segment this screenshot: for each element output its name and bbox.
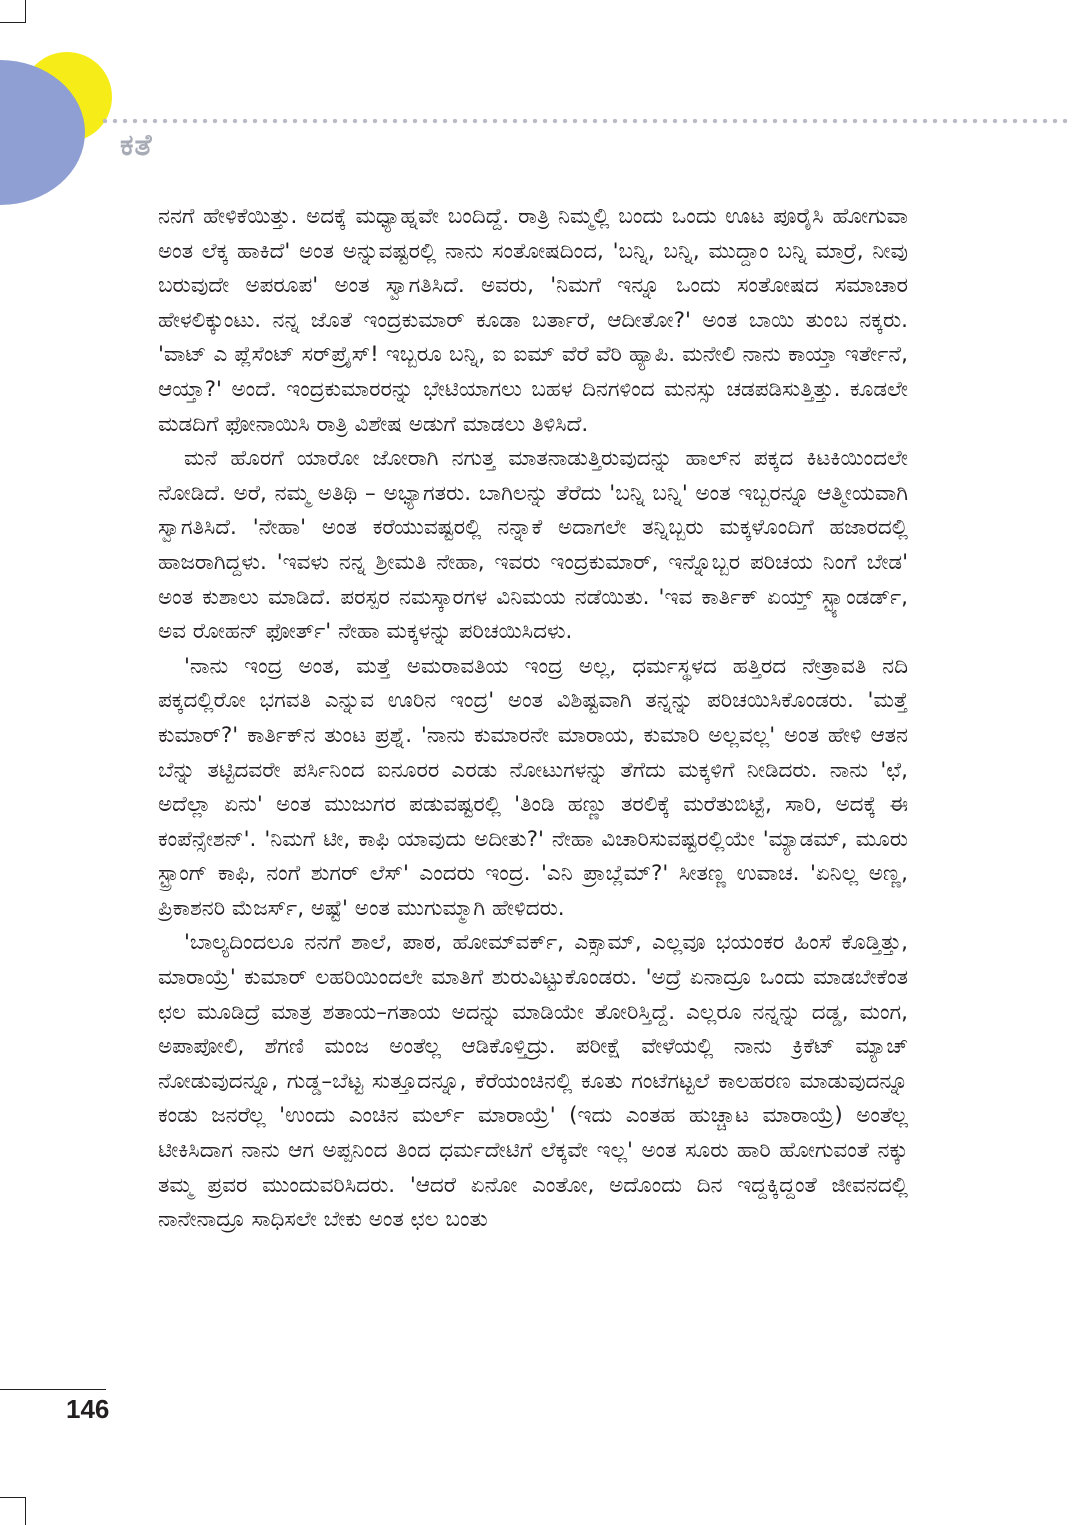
crop-mark-top-left-vertical: [25, 0, 26, 22]
page-number: 146: [66, 1394, 110, 1424]
story-text: [158, 200, 908, 1238]
crop-mark-top-left-horizontal: [0, 22, 26, 23]
paragraph-4: 'ಬಾಲ್ಯದಿಂದಲೂ ನನಗೆ ಶಾಲೆ, ಪಾಠ, ಹೋಮ್‌ವರ್ಕ್, ಎಕ್ಸಾಮ್, ಎಲ್ಲವೂ ಭಯಂಕರ ಹಿಂಸೆ ಕೊಡ್ತಿತ್ತು, ಮಾರಾಯ್ರೆ' ಕುಮಾರ್ ಲಹರಿಯಿಂದಲೇ ಮಾತಿಗೆ ಶುರುವಿಟ್ಟುಕೊಂಡರು. 'ಅದ್ರೆ ಏನಾದ್ರೂ ಒಂದು ಮಾಡಬೇಕೆಂತ ಛಲ ಮೂಡಿದ್ರೆ ಮಾತ್ರ ಶತಾಯ–ಗತಾಯ ಅದನ್ನು ಮಾಡಿಯೇ ತೋರಿಸ್ತಿದ್ದೆ. ಎಲ್ಲರೂ ನನ್ನನ್ನು ದಡ್ಡ, ಮಂಗ, ಅಪಾಪೋಲಿ, ಶೆಗಣಿ ಮಂಜ ಅಂತೆಲ್ಲ ಆಡಿಕೊಳ್ತಿದ್ರು. ಪರೀಕ್ಷೆ ವೇಳೆಯಲ್ಲಿ ನಾನು ಕ್ರಿಕೆಟ್ ಮ್ಯಾಚ್ ನೋಡುವುದನ್ನೂ, ಗುಡ್ಡ–ಬೆಟ್ಟ ಸುತ್ತೂದನ್ನೂ, ಕೆರೆಯಂಚಿನಲ್ಲಿ ಕೂತು ಗಂಟೆಗಟ್ಟಲೆ ಕಾಲಹರಣ ಮಾಡುವುದನ್ನೂ ಕಂಡು ಜನರೆಲ್ಲ 'ಉಂದು ಎಂಚಿನ ಮರ್ಲ್ ಮಾರಾಯ್ರೆ' (ಇದು ಎಂತಹ ಹುಚ್ಚಾಟ ಮಾರಾಯ್ರೆ) ಅಂತೆಲ್ಲ ಟೀಕಿಸಿದಾಗ ನಾನು ಆಗ ಅಪ್ಪನಿಂದ ತಿಂದ ಧರ್ಮದೇಟಿಗೆ ಲೆಕ್ಕವೇ ಇಲ್ಲ' ಅಂತ ಸೂರು ಹಾರಿ ಹೋಗುವಂತೆ ನಕ್ಕು ತಮ್ಮ ಪ್ರವರ ಮುಂದುವರಿಸಿದರು. 'ಆದರೆ ಏನೋ ಎಂತೋ, ಅದೊಂದು ದಿನ ಇದ್ದಕ್ಕಿದ್ದಂತೆ ಜೀವನದಲ್ಲಿ ನಾನೇನಾದ್ರೂ ಸಾಧಿಸಲೇ ಬೇಕು ಅಂತ ಛಲ ಬಂತು: [158, 930, 908, 1233]
section-label: ಕತೆ: [120, 128, 153, 163]
crop-mark-bottom-left-vertical: [25, 1497, 26, 1525]
page-number-rule: [0, 1389, 106, 1390]
paragraph-1: ನನಗೆ ಹೇಳಿಕೆಯಿತ್ತು. ಅದಕ್ಕೆ ಮಧ್ಯಾಹ್ನವೇ ಬಂದಿದ್ದೆ. ರಾತ್ರಿ ನಿಮ್ಮಲ್ಲಿ ಬಂದು ಒಂದು ಊಟ ಪೂರೈಸಿ ಹೋಗುವಾ ಅಂತ ಲೆಕ್ಕ ಹಾಕಿದೆ' ಅಂತ ಅನ್ನುವಷ್ಟರಲ್ಲಿ ನಾನು ಸಂತೋಷದಿಂದ, 'ಬನ್ನಿ, ಬನ್ನಿ, ಮುದ್ದಾಂ ಬನ್ನಿ ಮಾರ್ರೆ, ನೀವು ಬರುವುದೇ ಅಪರೂಪ' ಅಂತ ಸ್ವಾಗತಿಸಿದೆ. ಅವರು, 'ನಿಮಗೆ ಇನ್ನೂ ಒಂದು ಸಂತೋಷದ ಸಮಾಚಾರ ಹೇಳಲಿಕ್ಕುಂಟು. ನನ್ನ ಜೊತೆ ಇಂದ್ರಕುಮಾರ್ ಕೂಡಾ ಬರ್ತಾರೆ, ಆದೀತೋ?' ಅಂತ ಬಾಯಿ ತುಂಬ ನಕ್ಕರು. 'ವಾಟ್ ಎ ಪ್ಲೆಸೆಂಟ್ ಸರ್‌ಪ್ರೈಸ್! ಇಬ್ಬರೂ ಬನ್ನಿ, ಐ ಐಮ್ ವೆರೆ ವೆರಿ ಹ್ಯಾಪಿ. ಮನೇಲಿ ನಾನು ಕಾಯ್ತಾ ಇರ್ತೇನೆ, ಆಯ್ತಾ?' ಅಂದೆ. ಇಂದ್ರಕುಮಾರರನ್ನು ಭೇಟಿಯಾಗಲು ಬಹಳ ದಿನಗಳಿಂದ ಮನಸ್ಸು ಚಡಪಡಿಸುತ್ತಿತ್ತು. ಕೂಡಲೇ ಮಡದಿಗೆ ಫೋನಾಯಿಸಿ ರಾತ್ರಿ ವಿಶೇಷ ಅಡುಗೆ ಮಾಡಲು ತಿಳಿಸಿದೆ.: [158, 204, 908, 437]
crop-mark-bottom-left-horizontal: [0, 1497, 26, 1498]
dotted-header-rule: [100, 118, 1072, 124]
paragraph-3: 'ನಾನು ಇಂದ್ರ ಅಂತ, ಮತ್ತೆ ಅಮರಾವತಿಯ ಇಂದ್ರ ಅಲ್ಲ, ಧರ್ಮಸ್ಥಳದ ಹತ್ತಿರದ ನೇತ್ರಾವತಿ ನದಿ ಪಕ್ಕದಲ್ಲಿರೋ ಭಗವತಿ ಎನ್ನುವ ಊರಿನ ಇಂದ್ರ' ಅಂತ ವಿಶಿಷ್ಟವಾಗಿ ತನ್ನನ್ನು ಪರಿಚಯಿಸಿಕೊಂಡರು. 'ಮತ್ತೆ ಕುಮಾರ್?' ಕಾರ್ತಿಕ್‌ನ ತುಂಟ ಪ್ರಶ್ನೆ. 'ನಾನು ಕುಮಾರನೇ ಮಾರಾಯ, ಕುಮಾರಿ ಅಲ್ಲವಲ್ಲ' ಅಂತ ಹೇಳಿ ಆತನ ಬೆನ್ನು ತಟ್ಟಿದವರೇ ಪರ್ಸಿನಿಂದ ಐನೂರರ ಎರಡು ನೋಟುಗಳನ್ನು ತೆಗೆದು ಮಕ್ಕಳಿಗೆ ನೀಡಿದರು. ನಾನು 'ಛೆ, ಅದೆಲ್ಲಾ ಏನು' ಅಂತ ಮುಜುಗರ ಪಡುವಷ್ಟರಲ್ಲಿ 'ತಿಂಡಿ ಹಣ್ಣು ತರಲಿಕ್ಕೆ ಮರೆತುಬಿಟ್ಟೆ, ಸಾರಿ, ಅದಕ್ಕೆ ಈ ಕಂಪೆನ್ಸೇಶನ್'. 'ನಿಮಗೆ ಟೀ, ಕಾಫಿ ಯಾವುದು ಅದೀತು?' ನೇಹಾ ವಿಚಾರಿಸುವಷ್ಟರಲ್ಲಿಯೇ 'ಮ್ಯಾಡಮ್, ಮೂರು ಸ್ಟ್ರಾಂಗ್ ಕಾಫಿ, ನಂಗೆ ಶುಗರ್ ಲೆಸ್' ಎಂದರು ಇಂದ್ರ. 'ಎನಿ ಪ್ರಾಬ್ಲೆಮ್?' ಸೀತಣ್ಣ ಉವಾಚ. 'ಏನಿಲ್ಲ ಅಣ್ಣ, ಪ್ರಿಕಾಶನರಿ ಮೆಜರ್ಸ್, ಅಷ್ಟೆ' ಅಂತ ಮುಗುಮ್ಮಾಗಿ ಹೇಳಿದರು.: [158, 653, 908, 921]
paragraph-2: ಮನೆ ಹೊರಗೆ ಯಾರೋ ಜೋರಾಗಿ ನಗುತ್ತ ಮಾತನಾಡುತ್ತಿರುವುದನ್ನು ಹಾಲ್‌ನ ಪಕ್ಕದ ಕಿಟಕಿಯಿಂದಲೇ ನೋಡಿದೆ. ಅರೆ, ನಮ್ಮ ಅತಿಥಿ – ಅಭ್ಯಾಗತರು. ಬಾಗಿಲನ್ನು ತೆರೆದು 'ಬನ್ನಿ ಬನ್ನಿ' ಅಂತ ಇಬ್ಬರನ್ನೂ ಆತ್ಮೀಯವಾಗಿ ಸ್ವಾಗತಿಸಿದೆ. 'ನೇಹಾ' ಅಂತ ಕರೆಯುವಷ್ಟರಲ್ಲಿ ನನ್ನಾಕೆ ಅದಾಗಲೇ ತನ್ನಿಬ್ಬರು ಮಕ್ಕಳೊಂದಿಗೆ ಹಜಾರದಲ್ಲಿ ಹಾಜರಾಗಿದ್ದಳು. 'ಇವಳು ನನ್ನ ಶ್ರೀಮತಿ ನೇಹಾ, ಇವರು ಇಂದ್ರಕುಮಾರ್, ಇನ್ನೊಬ್ಬರ ಪರಿಚಯ ನಿಂಗೆ ಬೇಡ' ಅಂತ ಕುಶಾಲು ಮಾಡಿದೆ. ಪರಸ್ಪರ ನಮಸ್ಕಾರಗಳ ವಿನಿಮಯ ನಡೆಯಿತು. 'ಇವ ಕಾರ್ತಿಕ್ ಏಯ್ತ್ ಸ್ಟ್ಯಾಂಡರ್ಡ್, ಅವ ರೋಹನ್ ಫೋರ್ತ್' ನೇಹಾ ಮಕ್ಕಳನ್ನು ಪರಿಚಯಿಸಿದಳು.: [158, 446, 908, 645]
